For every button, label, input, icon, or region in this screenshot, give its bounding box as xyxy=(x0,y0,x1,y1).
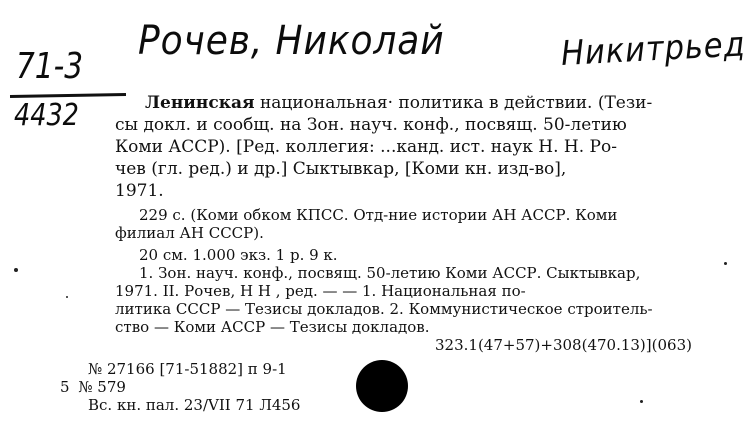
handwritten-author: Рочев, Николай xyxy=(138,18,445,64)
pages-line-1: 229 с. (Коми обком КПСС. Отд-ние истории АН АССР. Коми xyxy=(139,206,618,224)
classification-line: 323.1(47+57)+308(470.13)](063) xyxy=(435,336,692,354)
title-line-4: чев (гл. ред.) и др.] Сыктывкар, [Коми кн. изд-во], xyxy=(115,159,567,179)
title-line-3: Коми АССР). [Ред. коллегия: ...канд. ист. наук Н. Н. Ро- xyxy=(115,137,617,157)
ink-speck xyxy=(640,400,643,403)
ink-speck xyxy=(724,262,727,265)
ink-speck xyxy=(66,296,68,298)
footer-number-2-row xyxy=(60,378,300,396)
bibliographic-entry xyxy=(115,92,725,354)
title-line-1 xyxy=(115,92,725,114)
ink-speck xyxy=(14,268,18,272)
footer-number-2: № 579 xyxy=(78,378,126,396)
notes-line-2: 1971. II. Рочев, Н Н , ред. — — 1. Национальная по- xyxy=(115,282,526,300)
footer-register: Вс. кн. пал. 23/VII 71 Л456 xyxy=(88,396,301,414)
size-line: 20 см. 1.000 экз. 1 р. 9 к. xyxy=(139,246,338,264)
notes-line-3: литика СССР — Тезисы докладов. 2. Коммунистическое строитель- xyxy=(115,300,653,318)
title-line-1-rest: национальная· политика в действии. (Тези- xyxy=(254,93,653,113)
shelf-mark-top: 71-3 xyxy=(16,46,83,87)
notes-line-4: ство — Коми АССР — Тезисы докладов. xyxy=(115,318,430,336)
notes-line-1: 1. Зон. науч. конф., посвящ. 50-летию Коми АССР. Сыктывкар, xyxy=(139,264,641,282)
title-line-5: 1971. xyxy=(115,181,164,201)
title-line-2: сы докл. и сообщ. на Зон. науч. конф., посвящ. 50-летию xyxy=(115,115,627,135)
handwritten-patronymic: Никитрьед xyxy=(560,24,747,74)
shelf-mark-bottom: 4432 xyxy=(14,98,79,133)
footer-number-2-prefix: 5 xyxy=(60,378,70,396)
title-heading-word: Ленинская xyxy=(145,93,255,113)
punch-hole xyxy=(356,360,408,412)
footer-number-1: № 27166 [71-51882] п 9-1 xyxy=(88,360,287,378)
card-footer xyxy=(60,360,300,414)
pages-line-2: филиал АН СССР). xyxy=(115,224,264,242)
